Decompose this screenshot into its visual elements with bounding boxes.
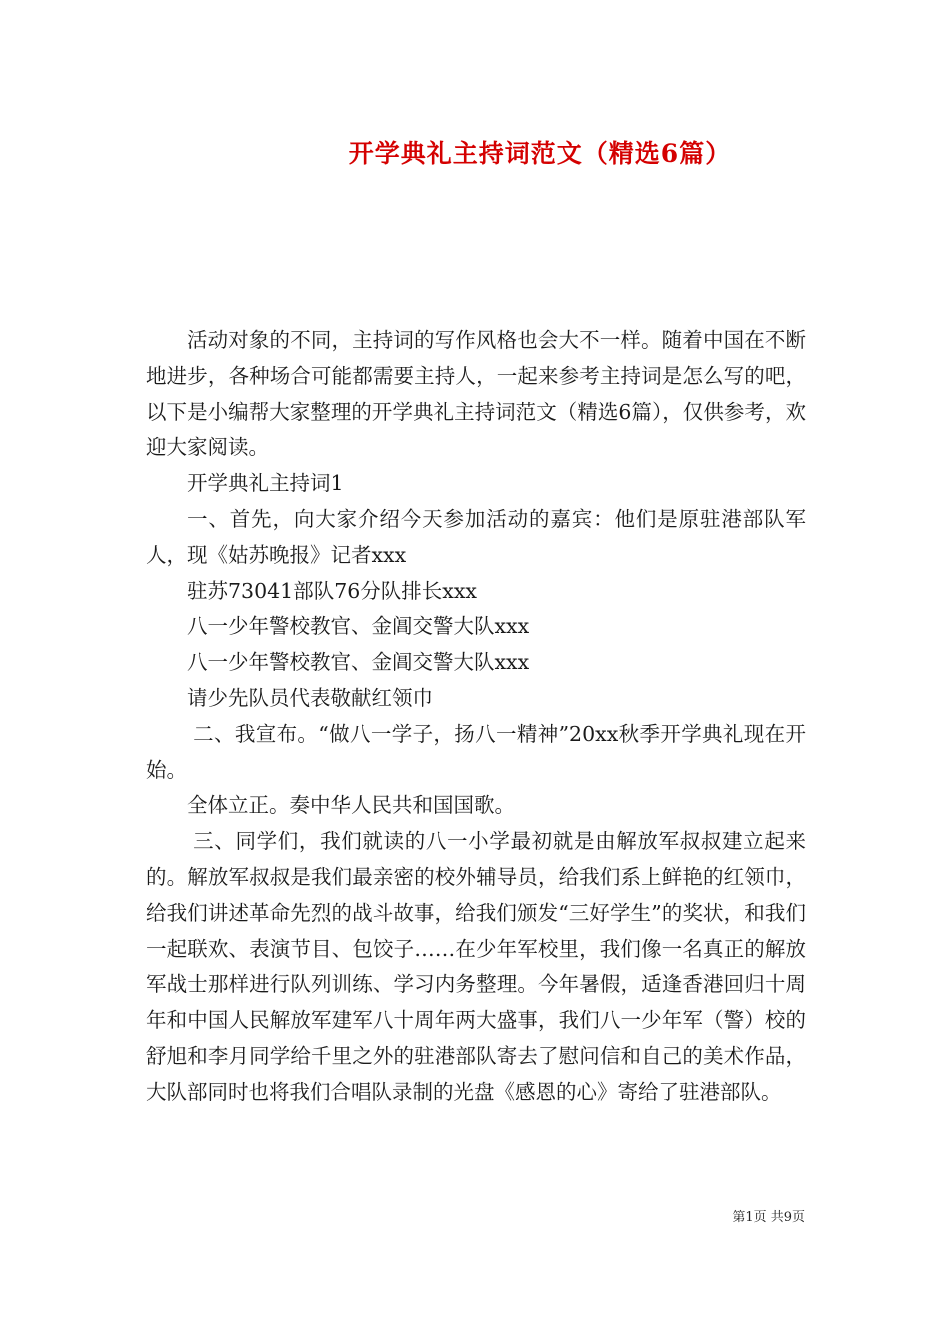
paragraph-history: 三、同学们，我们就读的八一小学最初就是由解放军叔叔建立起来的。解放军叔叔是我们最亲密的校外辅导员，给我们系上鲜艳的红领巾，给我们讲述革命先烈的战斗故事，给我们颁发“三好学生”的奖状，和我们一起联欢、表演节目、包饺子……在少年军校里，我们像一名真正的解放军战士那样进行队列训练、学习内务整理。今年暑假，适逢香港回归十周年和中国人民解放军建军八十周年两大盛事，我们八一少年军（警）校的舒旭和李月同学给千里之外的驻港部队寄去了慰问信和自己的美术作品，大队部同时也将我们合唱队录制的光盘《感恩的心》寄给了驻港部队。 <box>146 829 806 1104</box>
page-number-footer: 第1页 共9页 <box>732 1210 805 1225</box>
paragraph-guest-2: 驻苏73041部队76分队排长xxx <box>187 578 477 603</box>
document-title: 开学典礼主持词范文（精选6篇） <box>348 139 732 168</box>
paragraph-red-scarf: 请少先队员代表敬献红领巾 <box>187 685 433 710</box>
paragraph-guest-3: 八一少年警校教官、金阊交警大队xxx <box>187 614 530 639</box>
paragraph-section-heading: 开学典礼主持词1 <box>187 471 344 496</box>
paragraph-guests-intro: 一、首先，向大家介绍今天参加活动的嘉宾：他们是原驻港部队军人，现《姑苏晚报》记者xxx <box>146 506 806 567</box>
paragraph-intro: 活动对象的不同，主持词的写作风格也会大不一样。随着中国在不断地进步，各种场合可能都需要主持人，一起来参考主持词是怎么写的吧，以下是小编帮大家整理的开学典礼主持词范文（精选6篇），仅供参考，欢迎大家阅读。 <box>146 328 806 460</box>
paragraph-announcement: 二、我宣布。“做八一学子，扬八一精神”20xx秋季开学典礼现在开始。 <box>146 721 806 782</box>
paragraph-anthem: 全体立正。奏中华人民共和国国歌。 <box>187 793 515 818</box>
document-body <box>146 323 806 1111</box>
paragraph-guest-4: 八一少年警校教官、金阊交警大队xxx <box>187 650 530 675</box>
